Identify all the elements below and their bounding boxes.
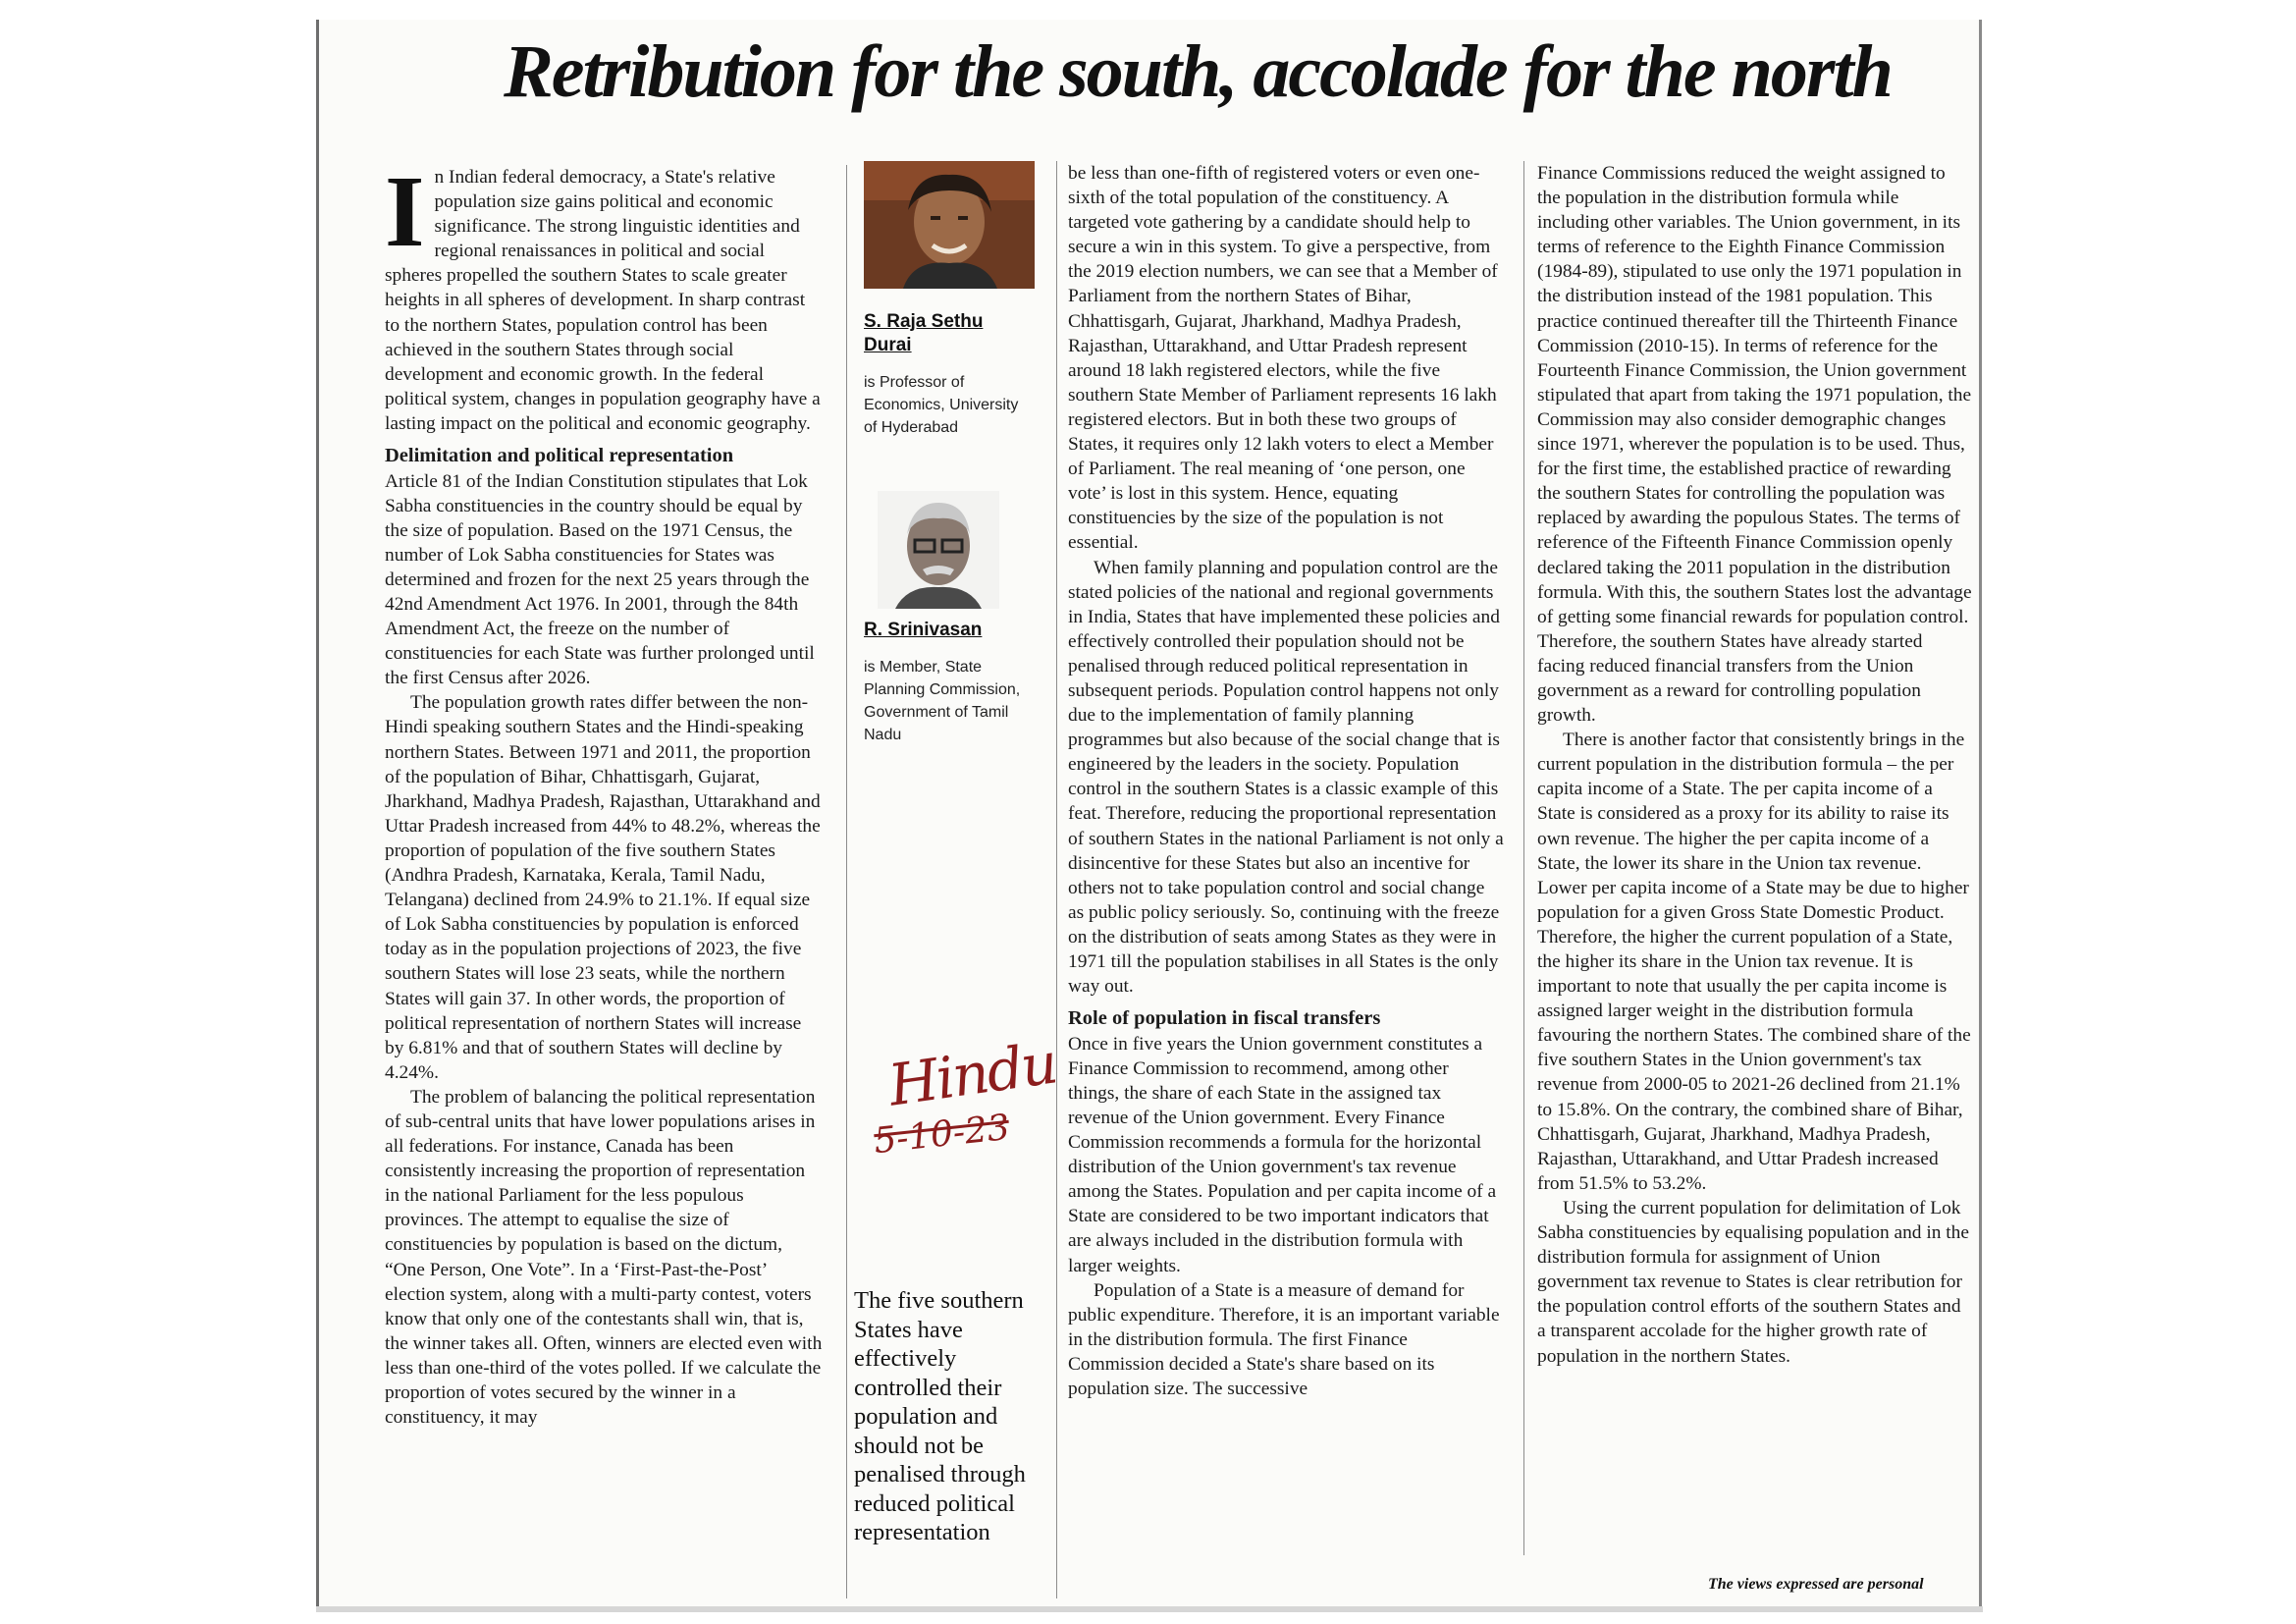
section-heading: Delimitation and political representation: [385, 445, 734, 467]
section-heading: Role of population in fiscal transfers: [1068, 1007, 1381, 1030]
paragraph: Population of a State is a measure of demand for public expenditure. Therefore, it is an important variable in the distribution formula. The first Finance Commission decided a State's share based on its population size. The successive: [1068, 1279, 1500, 1399]
article-column-3: [1068, 161, 1504, 1401]
paragraph: The population growth rates differ between the non-Hindi speaking southern States and the Hindi-speaking northern States. Between 1971 and 2011, the proportion of the population of Bihar, Chhattisgarh, Gujarat, Jharkhand, Madhya Pradesh, Rajasthan, Uttarakhand and Uttar Pradesh increased from 44% to 48.2%, whereas the proportion of population of the five southern States (Andhra Pradesh, Karnataka, Kerala, Tamil Nadu, Telangana) declined from 24.9% to 21.1%. If equal size of Lok Sabha constituencies by population is enforced today as in the population projections of 2023, the five southern States will lose 23 seats, while the northern States will gain 37. In other words, the proportion of political representation of northern States will increase by 6.81% and that of southern States will decline by 4.24%.: [385, 692, 821, 1083]
author-bio: is Member, State Planning Commission, Government of Tamil Nadu: [864, 659, 1021, 743]
paragraph: There is another factor that consistently brings in the current population in the distribution formula – the per capita income of a State. The per capita income of a State is considered as a proxy for its ability to raise its own revenue. The higher the per capita income of a State, the lower its share in the Union tax revenue. Lower per capita income of a State may be due to higher population for a given Gross State Domestic Product. Therefore, the higher the current population of a State, the higher its share in the Union tax revenue. It is important to note that usually the per capita income is assigned larger weight in the distribution formula favouring the northern States. The combined share of the five southern States in the Union government's tax revenue from 2000-05 to 2021-26 declined from 21.1% to 15.8%. On the contrary, the combined share of Bihar, Chhattisgarh, Gujarat, Jharkhand, Madhya Pradesh, Rajasthan, Uttarakhand, and Uttar Pradesh increased from 51.5% to 53.2%.: [1537, 730, 1971, 1194]
drop-cap: I: [385, 155, 425, 268]
article-column-4: [1537, 161, 1973, 1369]
paragraph: When family planning and population control are the stated policies of the national and regional governments in India, States that have implemented these policies and effectively controlled their population should not be penalised through reduced political representation in subsequent periods. Population control happens not only due to the implementation of family planning programmes but also because of the social change that is engineered by the leaders in the society. Population control in the southern States is a classic example of this feat. Therefore, reducing the proportional representation of southern States in the national Parliament is not only a disincentive for these States but also an incentive for others not to take population control and social change as public policy seriously. So, continuing with the freeze on the distribution of seats among States as they were in 1971 till the population stabilises in all States is the only way out.: [1068, 557, 1504, 998]
page-right-edge: [1979, 20, 1982, 1610]
paragraph: The problem of balancing the political representation of sub-central units that have lower populations arises in all federations. For instance, Canada has been consistently increasing the proportion of representation in the national Parliament for the less populous provinces. The attempt to equalise the size of constituencies by population is based on the dictum, “One Person, One Vote”. In a ‘First-Past-the-Post’ election system, along with a multi-party contest, voters know that only one of the contestants shall win, that is, the winner takes all. Often, winners are elected even with less than one-third of the votes polled. If we calculate the proportion of votes secured by the winner in a constituency, it may: [385, 1086, 823, 1429]
author-photo: [864, 161, 1035, 289]
paragraph: Once in five years the Union government constitutes a Finance Commission to recommend, among other things, the share of each State in the assigned tax revenue of the Union government. Every Finance Commission recommends a formula for the horizontal distribution of the Union government's tax revenue among the States. Population and per capita income of a State are considered to be two important indicators that are always included in the distribution formula with larger weights.: [1068, 1033, 1497, 1276]
paragraph: Using the current population for delimitation of Lok Sabha constituencies by equalising population and in the distribution formula for assignment of Union government tax revenue to States is clear retribution for the population control efforts of the southern States and a transparent accolade for the higher growth rate of population in the northern States.: [1537, 1197, 1969, 1367]
paragraph: Article 81 of the Indian Constitution stipulates that Lok Sabha constituencies in the country should be equal by the size of population. Based on the 1971 Census, the number of Lok Sabha constituencies for States was determined and frozen for the next 25 years through the 42nd Amendment Act 1976. In 2001, through the 84th Amendment Act, the freeze on the number of constituencies for each State was further prolonged until the first Census after 2026.: [385, 470, 815, 689]
paragraph: Finance Commissions reduced the weight assigned to the population in the distribution formula while including other variables. The Union government, in its terms of reference to the Eighth Finance Commission (1984-89), stipulated to use only the 1971 population in the distribution instead of the 1981 population. This practice continued thereafter till the Thirteenth Finance Commission (2010-15). In terms of reference for the Fourteenth Finance Commission, the Union government stipulated that apart from taking the 1971 population, the Commission may also consider demographic changes since 1971, wherever the population is to be used. Thus, for the first time, the established practice of rewarding the southern States for controlling the population was replaced by awarding the populous States. The terms of reference of the Fifteenth Finance Commission openly declared taking the 2011 population in the distribution formula. With this, the southern States lost the advantage of getting some financial rewards for population control. Therefore, the southern States have already started facing reduced financial transfers from the Union government as a reward for controlling population growth.: [1537, 163, 1972, 727]
headline: Retribution for the south, accolade for the north: [504, 30, 1892, 113]
author-name: S. Raja Sethu Durai: [864, 311, 984, 355]
author-photo: [878, 491, 999, 609]
handwritten-note: Hindu: [884, 1029, 1060, 1119]
views-disclaimer: The views expressed are personal: [1708, 1576, 1924, 1593]
pull-quote: The five southern States have effectively controlled their population and should not be penalised through reduced political representation: [854, 1287, 1026, 1545]
column-divider: [846, 165, 847, 1598]
article-column-1: [385, 155, 825, 1430]
page-bottom-edge: [316, 1606, 1983, 1612]
page-left-edge: [316, 20, 319, 1610]
paragraph: be less than one-fifth of registered voters or even one-sixth of the total population of the constituency. A targeted vote gathering by a candidate should help to secure a win in this system. To give a perspective, from the 2019 election numbers, we can see that a Member of Parliament from the northern States of Bihar, Chhattisgarh, Gujarat, Jharkhand, Madhya Pradesh, Rajasthan, Uttarakhand, and Uttar Pradesh represent around 18 lakh registered electors, while the five southern State Member of Parliament represents 16 lakh registered electors. But in both these two groups of States, it requires only 12 lakh voters to elect a Member of Parliament. The real meaning of ‘one person, one vote’ is lost in this system. Hence, equating constituencies by the size of the population is not essential.: [1068, 163, 1498, 554]
paragraph: n Indian federal democracy, a State's relative population size gains political and economic significance. The strong linguistic identities and regional renaissances in political and social spheres propelled the southern States to scale greater heights in all spheres of development. In sharp contrast to the northern States, population control has been achieved in the southern States through social development and economic growth. In the federal political system, changes in population geography have a lasting impact on the political and economic geography.: [385, 167, 821, 434]
column-divider: [1056, 161, 1057, 1598]
author-bio: is Professor of Economics, University of Hyderabad: [864, 374, 1019, 436]
handwritten-date: 5-10-23: [872, 1107, 1012, 1163]
author-name: R. Srinivasan: [864, 620, 983, 640]
column-divider: [1523, 161, 1524, 1555]
